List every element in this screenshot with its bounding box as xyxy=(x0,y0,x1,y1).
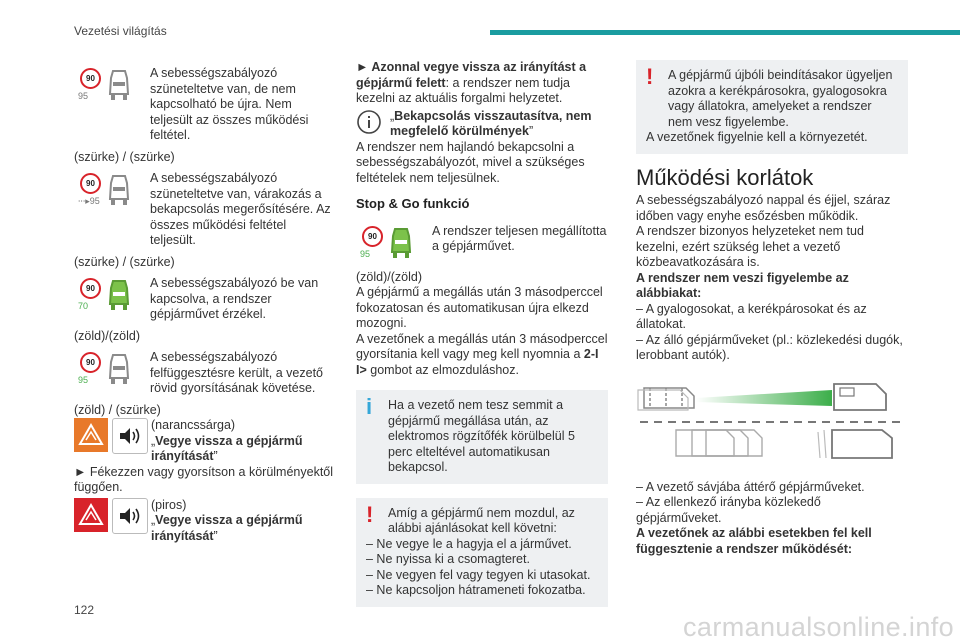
takeover-warning-orange xyxy=(74,418,334,465)
limits-list-item: – A gyalogosokat, a kerékpárosokat és az állatokat. xyxy=(636,301,867,331)
stop-go-heading: Stop & Go funkció xyxy=(356,196,470,211)
refused-explanation: A rendszer nem hajlandó bekapcsolni a sebességszabályozót, mivel a szükséges feltételek nem teljesülnek. xyxy=(356,139,585,185)
color-caption: (zöld)/(zöld) xyxy=(74,328,140,343)
limits-paragraph: A sebességszabályozó nappal és éjjel, száraz időben vagy enyhe esőzésben működik. xyxy=(636,193,891,223)
restart-warning-text: A gépjármű újbóli beindításakor ügyeljen azokra a kerékpárosokra, gyalogosokra vagy állatokra, amelyeket a rendszer nem vesz figyelembe. xyxy=(668,68,893,129)
chime-speaker-icon xyxy=(112,418,148,454)
color-caption: (szürke) / (szürke) xyxy=(74,254,175,269)
stop-go-row xyxy=(356,218,608,264)
column-1 xyxy=(74,60,334,544)
status-icons xyxy=(74,270,150,316)
color-caption: (zöld) / (szürke) xyxy=(74,402,161,417)
limits-paragraph: A rendszer bizonyos helyzeteket nem tud kezelni, ezért szükség lehet a vezető közbeavatkozására is. xyxy=(636,224,864,269)
status-description: A sebességszabályozó szüneteltetve van, de nem kapcsolható be újra. Nem teljesült az összes működési feltétel. xyxy=(150,66,309,142)
header-accent-bar xyxy=(490,30,960,35)
section-heading: Működési korlátok xyxy=(636,164,814,190)
color-caption: (szürke) / (szürke) xyxy=(74,149,175,164)
status-description: A sebességszabályozó szüneteltetve van, várakozás a bekapcsolás megerősítésére. Az összes működési feltétel teljesült. xyxy=(150,171,331,247)
exclamation-icon: ! xyxy=(646,64,654,89)
status-description: A sebességszabályozó be van kapcsolva, a rendszer gépjárművet érzékel. xyxy=(150,276,319,321)
status-description: A sebességszabályozó felfüggesztésre került, a vezető rövid gyorsításának követése. xyxy=(150,350,324,395)
refused-message-row xyxy=(356,109,608,140)
car-rear-icon xyxy=(108,278,130,314)
status-icons xyxy=(74,344,150,390)
speed-setting-label: 70 xyxy=(78,301,89,311)
warning-line: – Ne kapcsoljon hátrameneti fokozatba. xyxy=(366,583,586,597)
info-note-text: Ha a vezető nem tesz semmit a gépjármű megállása után, az elektromos rögzítőfék körülbelül 5 perc elteltével automatikusan bekapcsol. xyxy=(388,398,575,474)
stop-go-description: A rendszer teljesen megállította a gépjárművet. xyxy=(432,223,607,253)
page-number: 122 xyxy=(74,603,95,617)
speed-limit-sign-icon: 90 xyxy=(80,352,101,373)
limits-bold-intro: A rendszer nem veszi figyelembe az alábbiakat: xyxy=(636,270,849,300)
speed-setting-label: ⸱⸱⸱▸95 xyxy=(78,196,100,206)
speed-limit-sign-icon: 90 xyxy=(80,68,101,89)
takeover-warning-red xyxy=(74,498,334,545)
limits-list-item: – Az álló gépjárműveket (pl.: közlekedési dugók, lerobbant autók). xyxy=(636,332,903,362)
speed-limit-sign-icon: 90 xyxy=(80,278,101,299)
limits-bold-conclusion: A vezetőnek az alábbi esetekben fel kell függesztenie a rendszer működését: xyxy=(636,526,872,556)
warning-line: – Ne nyissa ki a csomagteret. xyxy=(366,552,530,566)
exclamation-icon: ! xyxy=(366,501,374,527)
watermark: carmanualsonline.info xyxy=(683,612,955,642)
limits-list-item: – Az ellenkező irányba közlekedő gépjárműveket. xyxy=(636,495,821,525)
car-rear-icon xyxy=(390,226,412,262)
speed-limit-sign-icon: 90 xyxy=(362,226,383,247)
warning-note-box xyxy=(356,498,608,607)
warning-icons xyxy=(74,498,148,534)
warning-message: „Vegye vissza a gépjármű irányítását” xyxy=(151,513,303,543)
warning-line: Amíg a gépjármű nem mozdul, az alábbi ajánlásokat kell követni: xyxy=(388,505,575,535)
status-row xyxy=(74,60,334,144)
status-row xyxy=(74,344,334,397)
status-row xyxy=(74,270,334,323)
warning-message: „Vegye vissza a gépjármű irányítását” xyxy=(151,433,303,463)
warning-line: – Ne vegyen fel vagy tegyen ki utasokat. xyxy=(366,567,591,582)
action-instruction: ► Fékezzen vagy gyorsítson a körülményektől függően. xyxy=(74,464,334,494)
warning-line: – Ne vegye le a hagyja el a járművet. xyxy=(366,536,572,551)
car-rear-icon xyxy=(108,68,130,104)
status-row xyxy=(74,165,334,249)
status-icons xyxy=(74,60,150,106)
traffic-illustration xyxy=(636,376,906,466)
info-note-box xyxy=(356,390,608,484)
speed-setting-label: 95 xyxy=(360,248,371,259)
info-bar-icon: i xyxy=(366,394,373,419)
driver-action-paragraph: A vezetőnek a megállás után 3 másodperccel gyorsítania kell vagy meg kell nyomnia a 2-I I> gombot az elmozduláshoz. xyxy=(356,331,608,377)
car-rear-icon xyxy=(108,173,130,209)
red-alert-icon xyxy=(74,498,108,532)
restart-warning-text-2: A vezetőnek figyelnie kell a környezetét. xyxy=(646,130,868,144)
column-2 xyxy=(356,60,608,607)
takeover-paragraph: ► Azonnal vegye vissza az irányítást a gépjármű felett: a rendszer nem tudja kezelni az aktuális forgalmi helyzetet. xyxy=(356,60,587,105)
orange-alert-icon xyxy=(74,418,108,452)
running-header: Vezetési világítás xyxy=(74,24,167,38)
warning-icons xyxy=(74,418,148,454)
speed-limit-sign-icon: 90 xyxy=(80,173,101,194)
warning-color: (narancssárga) xyxy=(151,418,236,432)
color-caption: (zöld)/(zöld) xyxy=(356,269,422,284)
refused-message: „Bekapcsolás visszautasítva, nem megfelelő körülmények” xyxy=(390,108,592,138)
status-icons xyxy=(74,165,150,211)
warning-color: (piros) xyxy=(151,497,187,512)
column-3 xyxy=(636,60,908,557)
speed-setting-label: 95 xyxy=(78,375,89,385)
stop-go-icons xyxy=(356,218,432,264)
restart-warning-box xyxy=(636,60,908,154)
speed-setting-label: 95 xyxy=(78,91,89,101)
car-rear-icon xyxy=(108,352,130,388)
limits-list-item: – A vezető sávjába áttérő gépjárműveket. xyxy=(636,479,865,494)
info-circle-icon xyxy=(356,109,382,135)
chime-speaker-icon xyxy=(112,498,148,534)
restart-paragraph: A gépjármű a megállás után 3 másodperccel fokozatosan és automatikusan újra elkezd mozogni. xyxy=(356,285,603,330)
